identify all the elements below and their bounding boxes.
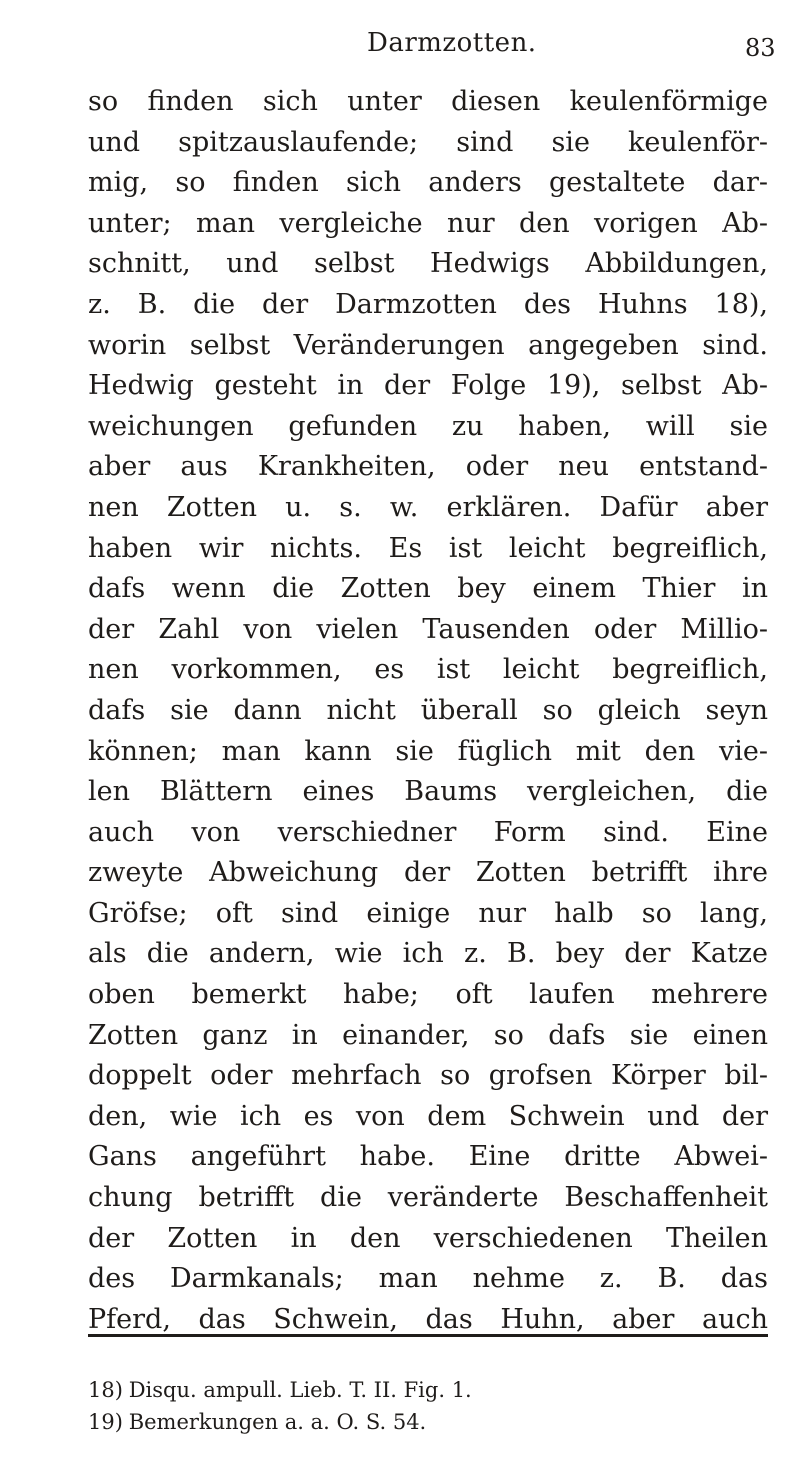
footnote-18 [88, 1374, 768, 1406]
text-line: dafs sie dann nicht überall so gleich seyn [88, 694, 768, 726]
text-line: oben bemerkt habe; oft laufen mehrere [88, 979, 768, 1011]
text-line: mig, so finden sich anders gestaltete dar- [88, 167, 768, 199]
body-text [88, 82, 768, 1340]
text-line: Gröfse; oft sind einige nur halb so lang, [88, 897, 768, 929]
footnote-mark: 19) [88, 1410, 123, 1434]
text-line: zweyte Abweichung der Zotten betrifft ihre [88, 857, 768, 889]
text-line: z. B. die der Darmzotten des Huhns 18), [88, 288, 768, 320]
text-line: der Zotten in den verschiedenen Theilen [88, 1222, 768, 1254]
text-line: haben wir nichts. Es ist leicht begreiflich, [88, 532, 768, 564]
text-line: len Blättern eines Baums vergleichen, die [88, 776, 768, 808]
text-line: weichungen gefunden zu haben, will sie [88, 410, 768, 442]
text-line: auch von verschiedner Form sind. Eine [88, 816, 768, 848]
text-line: dafs wenn die Zotten bey einem Thier in [88, 573, 768, 605]
text-line: können; man kann sie füglich mit den vie- [88, 735, 768, 767]
footnotes [88, 1374, 768, 1438]
text-line: Gans angeführt habe. Eine dritte Abwei- [88, 1141, 768, 1173]
footnote-text: Disqu. ampull. Lieb. T. II. Fig. 1. [128, 1378, 472, 1402]
text-line: so finden sich unter diesen keulenförmige [88, 86, 768, 117]
footnote-19 [88, 1406, 768, 1438]
footnote-mark: 18) [88, 1378, 123, 1402]
text-line: den, wie ich es von dem Schwein und der [88, 1100, 768, 1132]
text-line: doppelt oder mehrfach so grofsen Körper bil- [88, 1060, 768, 1092]
text-line: und spitzauslaufende; sind sie keulenför- [88, 126, 768, 158]
text-line: Pferd, das Schwein, das Huhn, aber auch [88, 1303, 768, 1335]
text-line: worin selbst Veränderungen angegeben sind. [88, 329, 768, 361]
running-head: Darmzotten. [367, 28, 537, 58]
page-header [0, 28, 800, 68]
text-line: aber aus Krankheiten, oder neu entstand- [88, 451, 768, 483]
text-line: der Zahl von vielen Tausenden oder Millio- [88, 613, 768, 645]
footnote-divider [88, 1334, 768, 1337]
text-line: als die andern, wie ich z. B. bey der Katze [88, 938, 768, 970]
text-line: des Darmkanals; man nehme z. B. das [88, 1263, 768, 1295]
footnote-text: Bemerkungen a. a. O. S. 54. [128, 1410, 427, 1434]
text-line: schnitt, und selbst Hedwigs Abbildungen, [88, 248, 768, 280]
text-line: Hedwig gesteht in der Folge 19), selbst Ab- [88, 370, 768, 402]
text-line: nen vorkommen, es ist leicht begreiflich, [88, 654, 768, 686]
text-line: nen Zotten u. s. w. erklären. Dafür aber [88, 491, 768, 523]
text-line: unter; man vergleiche nur den vorigen Ab- [88, 207, 768, 239]
page-number: 83 [745, 34, 776, 62]
text-line: Zotten ganz in einander, so dafs sie einen [88, 1019, 768, 1051]
text-line: chung betrifft die veränderte Beschaffenheit [88, 1182, 768, 1214]
